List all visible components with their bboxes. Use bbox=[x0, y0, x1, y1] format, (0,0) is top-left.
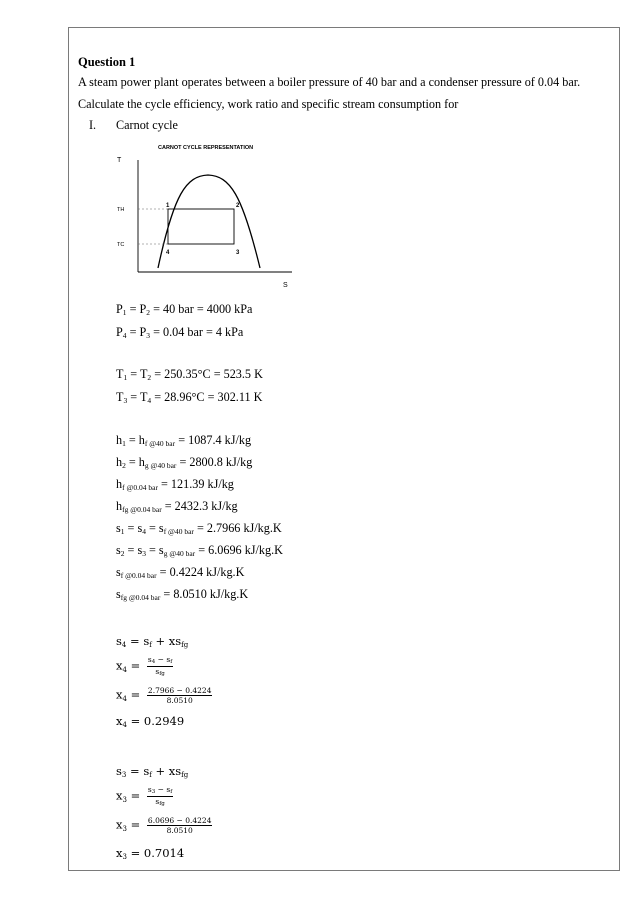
point-2-label: 2 bbox=[236, 203, 240, 209]
equation-x4-substitution: $x_4$ = $\frac{2.7966 - 0.4224}{8.0510}$ bbox=[116, 686, 212, 705]
pressure-equation-p4-p3: $P_4 = P_3 = 0.04$ bar = 4 kPa bbox=[116, 325, 244, 340]
list-numeral: I. bbox=[89, 118, 97, 132]
property-sfg: $s_{fg @0.04 bar} = 8.0510$ kJ/kg.K bbox=[116, 587, 249, 602]
fraction: $\frac{s_4 - s_f}{s_{fg}}$ bbox=[147, 655, 173, 677]
fraction: $\frac{s_3 - s_f}{s_{fg}}$ bbox=[147, 785, 173, 807]
temperature-equation-t1-t2: $T_1 = T_2 = 250.35^\circ C = 523.5$ K bbox=[116, 367, 263, 382]
y-axis-label: T bbox=[117, 157, 122, 164]
property-hf: $h_{f @0.04 bar} = 121.39$ kJ/kg bbox=[116, 477, 234, 492]
temperature-equation-t3-t4: $T_3 = T_4 = 28.96^\circ C = 302.11$ K bbox=[116, 390, 263, 405]
list-item-label: Carnot cycle bbox=[116, 118, 178, 132]
saturation-dome bbox=[158, 175, 260, 268]
x-axis-label: S bbox=[283, 282, 288, 289]
question-title: Question 1 bbox=[78, 55, 136, 69]
equation-x4-formula: $x_4$ = $\frac{s_4 - s_f}{s_{fg}}$ bbox=[116, 655, 173, 677]
carnot-cycle-rectangle bbox=[168, 209, 234, 244]
pressure-equation-p1-p2: $P_1 = P_2 = 40$ bar = 4000 kPa bbox=[116, 302, 253, 317]
equation-s4-definition: $s_4 = s_f + xs_{fg}$ bbox=[116, 634, 189, 649]
property-hfg: $h_{fg @0.04 bar} = 2432.3$ kJ/kg bbox=[116, 499, 238, 514]
fraction: $\frac{6.0696 - 0.4224}{8.0510}$ bbox=[147, 816, 212, 835]
th-label: TH bbox=[117, 207, 125, 213]
equation-x3-substitution: $x_3$ = $\frac{6.0696 - 0.4224}{8.0510}$ bbox=[116, 816, 212, 835]
property-sf: $s_{f @0.04 bar} = 0.4224$ kJ/kg.K bbox=[116, 565, 245, 580]
property-h2: $h_2 = h_{g @40 bar} = 2800.8$ kJ/kg bbox=[116, 455, 253, 470]
problem-statement-line-2: Calculate the cycle efficiency, work ratio and specific stream consumption for bbox=[78, 97, 459, 111]
equation-x3-result: $x_3 = 0.7014$ bbox=[116, 846, 185, 861]
point-1-label: 1 bbox=[166, 203, 170, 209]
property-h1: $h_1 = h_{f @40 bar} = 1087.4$ kJ/kg bbox=[116, 433, 252, 448]
problem-statement-line-1: A steam power plant operates between a boiler pressure of 40 bar and a condenser pressure of 0.04 bar. bbox=[78, 75, 581, 89]
diagram-title: CARNOT CYCLE REPRESENTATION bbox=[158, 145, 254, 151]
point-4-label: 4 bbox=[166, 250, 170, 256]
carnot-cycle-diagram bbox=[112, 140, 302, 292]
property-s1-s4: $s_1 = s_4 = s_{f @40 bar} = 2.7966$ kJ/kg.K bbox=[116, 521, 282, 536]
fraction: $\frac{2.7966 - 0.4224}{8.0510}$ bbox=[147, 686, 212, 705]
property-s2-s3: $s_2 = s_3 = s_{g @40 bar} = 6.0696$ kJ/kg.K bbox=[116, 543, 283, 558]
equation-x3-formula: $x_3$ = $\frac{s_3 - s_f}{s_{fg}}$ bbox=[116, 785, 173, 807]
equation-s3-definition: $s_3 = s_f + xs_{fg}$ bbox=[116, 764, 189, 779]
tc-label: TC bbox=[117, 242, 125, 248]
point-3-label: 3 bbox=[236, 250, 240, 256]
equation-x4-result: $x_4 = 0.2949$ bbox=[116, 714, 185, 729]
